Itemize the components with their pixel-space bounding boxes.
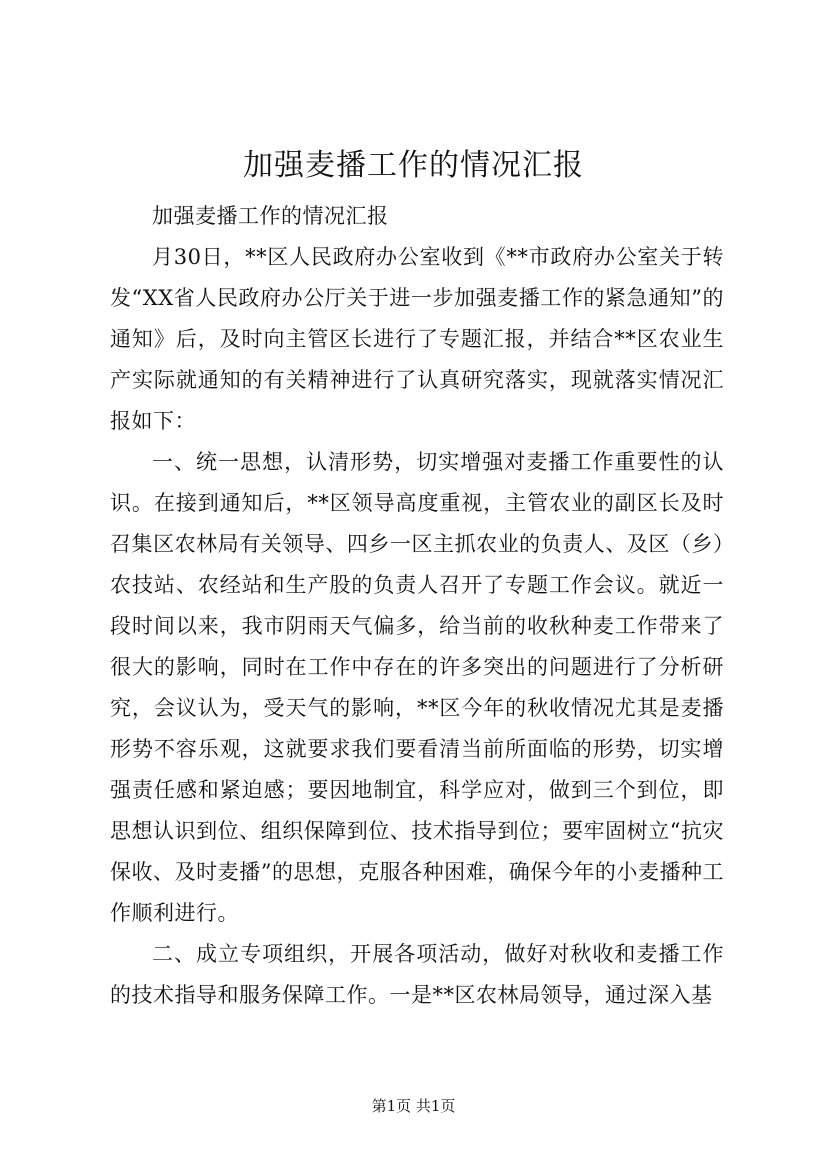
document-body [110,196,724,1016]
paragraph-intro: 月30日，**区人民政府办公室收到《**市政府办公室关于转发“XX省人民政府办公厅关于进一步加强麦播工作的紧急通知”的通知》后，及时向主管区长进行了专题汇报，并结合**区农业生产实际就通知的有关精神进行了认真研究落实，现就落实情况汇报如下： [110,245,724,433]
paragraph-subtitle: 加强麦播工作的情况汇报 [152,204,389,228]
document-title: 加强麦播工作的情况汇报 [243,148,584,183]
page-footer: 第1页 共1页 [371,1097,456,1115]
paragraph-section-two: 二、成立专项组织，开展各项活动，做好对秋收和麦播工作的技术指导和服务保障工作。一是**区农林局领导，通过深入基 [110,942,724,1007]
paragraph-section-one: 一、统一思想，认清形势，切实增强对麦播工作重要性的认识。在接到通知后，**区领导高度重视，主管农业的副区长及时召集区农林局有关领导、四乡一区主抓农业的负责人、及区（乡）农技站、农经站和生产股的负责人召开了专题工作会议。就近一段时间以来，我市阴雨天气偏多，给当前的收秋种麦工作带来了很大的影响，同时在工作中存在的许多突出的问题进行了分析研究，会议认为，受天气的影响，**区今年的秋收情况尤其是麦播形势不容乐观，这就要求我们要看清当前所面临的形势，切实增强责任感和紧迫感；要因地制宜，科学应对，做到三个到位，即思想认识到位、组织保障到位、技术指导到位；要牢固树立“抗灾保收、及时麦播”的思想，克服各种困难，确保今年的小麦播种工作顺利进行。 [110,450,724,925]
